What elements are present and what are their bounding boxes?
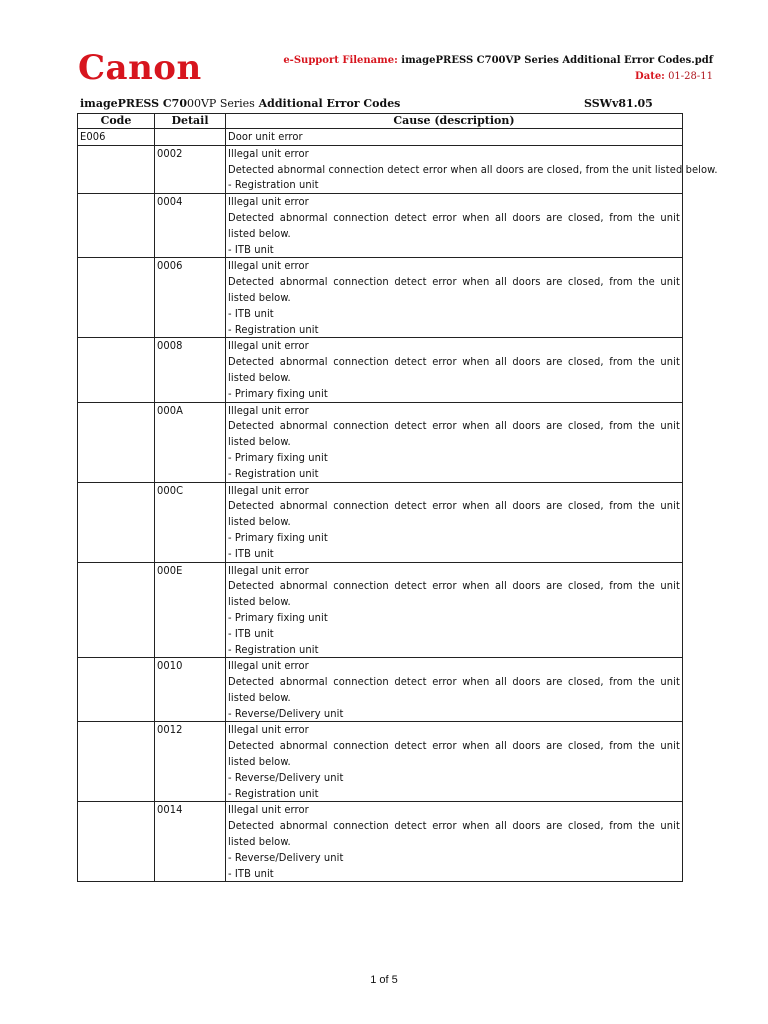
- cause-cell: [226, 722, 683, 802]
- title-part-3: Additional Error Codes: [254, 97, 401, 110]
- unit-item: - Registration unit: [228, 322, 319, 336]
- code-cell-empty: [78, 402, 155, 482]
- detail-cell: 0002: [155, 145, 226, 193]
- error-description: Detected abnormal connection detect error when all doors are closed, from the unit listed below.: [228, 355, 680, 384]
- error-title: Illegal unit error: [228, 195, 309, 209]
- code-cell-empty: [78, 658, 155, 722]
- unit-item: - Reverse/Delivery unit: [228, 706, 344, 720]
- table-row: [78, 194, 683, 258]
- date-line: [635, 71, 713, 82]
- unit-item: - Registration unit: [228, 786, 319, 800]
- cause-cell: [226, 658, 683, 722]
- unit-item: - ITB unit: [228, 866, 274, 880]
- error-title: Illegal unit error: [228, 339, 309, 353]
- detail-cell: 0012: [155, 722, 226, 802]
- code-row: [78, 129, 683, 146]
- detail-cell: 0008: [155, 338, 226, 402]
- cause-cell: [226, 402, 683, 482]
- error-title: Illegal unit error: [228, 483, 309, 497]
- table-row: [78, 722, 683, 802]
- table-header-row: [78, 114, 683, 129]
- unit-item: - ITB unit: [228, 242, 274, 256]
- unit-item: - Reverse/Delivery unit: [228, 850, 344, 864]
- table-row: [78, 338, 683, 402]
- table-row: [78, 658, 683, 722]
- error-title: Illegal unit error: [228, 259, 309, 273]
- code-cell-empty: [78, 482, 155, 562]
- unit-item: - Primary fixing unit: [228, 530, 328, 544]
- code-cell: E006: [78, 129, 155, 146]
- header-code: Code: [78, 114, 155, 129]
- error-description: Detected abnormal connection detect error when all doors are closed, from the unit listed below.: [228, 162, 718, 176]
- error-title: Illegal unit error: [228, 146, 309, 160]
- error-description: Detected abnormal connection detect error when all doors are closed, from the unit listed below.: [228, 275, 680, 304]
- error-description: Detected abnormal connection detect error when all doors are closed, from the unit listed below.: [228, 499, 680, 529]
- date-value: 01-28-11: [668, 71, 713, 82]
- table-row: [78, 402, 683, 482]
- detail-cell: 000C: [155, 482, 226, 562]
- canon-logo: Canon: [78, 48, 202, 88]
- detail-cell-empty: [155, 129, 226, 146]
- cause-cell: [226, 562, 683, 658]
- table-row: [78, 258, 683, 338]
- table-row: [78, 562, 683, 658]
- cause-cell: [226, 258, 683, 338]
- unit-item: - Primary fixing unit: [228, 386, 328, 400]
- unit-item: - Primary fixing unit: [228, 610, 328, 624]
- detail-cell: 0004: [155, 194, 226, 258]
- filename-value: imagePRESS C700VP Series Additional Error Codes.pdf: [401, 55, 713, 66]
- table-row: [78, 802, 683, 882]
- page-number: 1 of 5: [370, 974, 398, 986]
- code-cell-empty: [78, 338, 155, 402]
- unit-item: - ITB unit: [228, 626, 274, 640]
- header-cause: Cause (description): [226, 114, 683, 129]
- detail-cell: 000A: [155, 402, 226, 482]
- error-code-table: [77, 113, 718, 882]
- code-cell-empty: [78, 258, 155, 338]
- error-title: Illegal unit error: [228, 803, 309, 817]
- code-cell-empty: [78, 562, 155, 658]
- cause-cell: [226, 482, 683, 562]
- error-title: Illegal unit error: [228, 659, 309, 673]
- filename-label: e-Support Filename:: [283, 55, 398, 66]
- cause-cell: [226, 194, 683, 258]
- error-title: Illegal unit error: [228, 403, 309, 417]
- detail-cell: 0006: [155, 258, 226, 338]
- cause-cell: [226, 145, 718, 193]
- header-detail: Detail: [155, 114, 226, 129]
- cause-cell: [226, 338, 683, 402]
- unit-item: - ITB unit: [228, 546, 274, 560]
- error-description: Detected abnormal connection detect error when all doors are closed, from the unit listed below.: [228, 739, 680, 769]
- unit-item: - Registration unit: [228, 178, 319, 192]
- title-part-2: 00VP Series: [186, 97, 255, 110]
- unit-item: - Reverse/Delivery unit: [228, 770, 344, 784]
- error-description: Detected abnormal connection detect error when all doors are closed, from the unit listed below.: [228, 819, 680, 849]
- detail-cell: 000E: [155, 562, 226, 658]
- code-cell-empty: [78, 194, 155, 258]
- error-description: Detected abnormal connection detect error when all doors are closed, from the unit listed below.: [228, 579, 680, 609]
- error-description: Detected abnormal connection detect error when all doors are closed, from the unit listed below.: [228, 210, 680, 240]
- detail-cell: 0010: [155, 658, 226, 722]
- unit-item: - Registration unit: [228, 466, 319, 480]
- table-row: [78, 145, 683, 193]
- error-title: Illegal unit error: [228, 563, 309, 577]
- unit-item: - Primary fixing unit: [228, 450, 328, 464]
- unit-item: - ITB unit: [228, 306, 274, 320]
- detail-cell: 0014: [155, 802, 226, 882]
- code-description: Door unit error: [226, 129, 683, 146]
- error-title: Illegal unit error: [228, 723, 309, 737]
- unit-item: - Registration unit: [228, 642, 319, 656]
- cause-cell: [226, 802, 683, 882]
- error-description: Detected abnormal connection detect error when all doors are closed, from the unit listed below.: [228, 675, 680, 704]
- filename-line: [283, 55, 713, 66]
- table-row: [78, 482, 683, 562]
- code-cell-empty: [78, 145, 155, 193]
- date-label: Date:: [635, 71, 665, 82]
- code-cell-empty: [78, 722, 155, 802]
- error-description: Detected abnormal connection detect error when all doors are closed, from the unit listed below.: [228, 419, 680, 449]
- title-part-1: imagePRESS C70: [80, 97, 187, 110]
- code-cell-empty: [78, 802, 155, 882]
- ssw-version: SSWv81.05: [584, 97, 653, 110]
- document-title: [80, 97, 400, 110]
